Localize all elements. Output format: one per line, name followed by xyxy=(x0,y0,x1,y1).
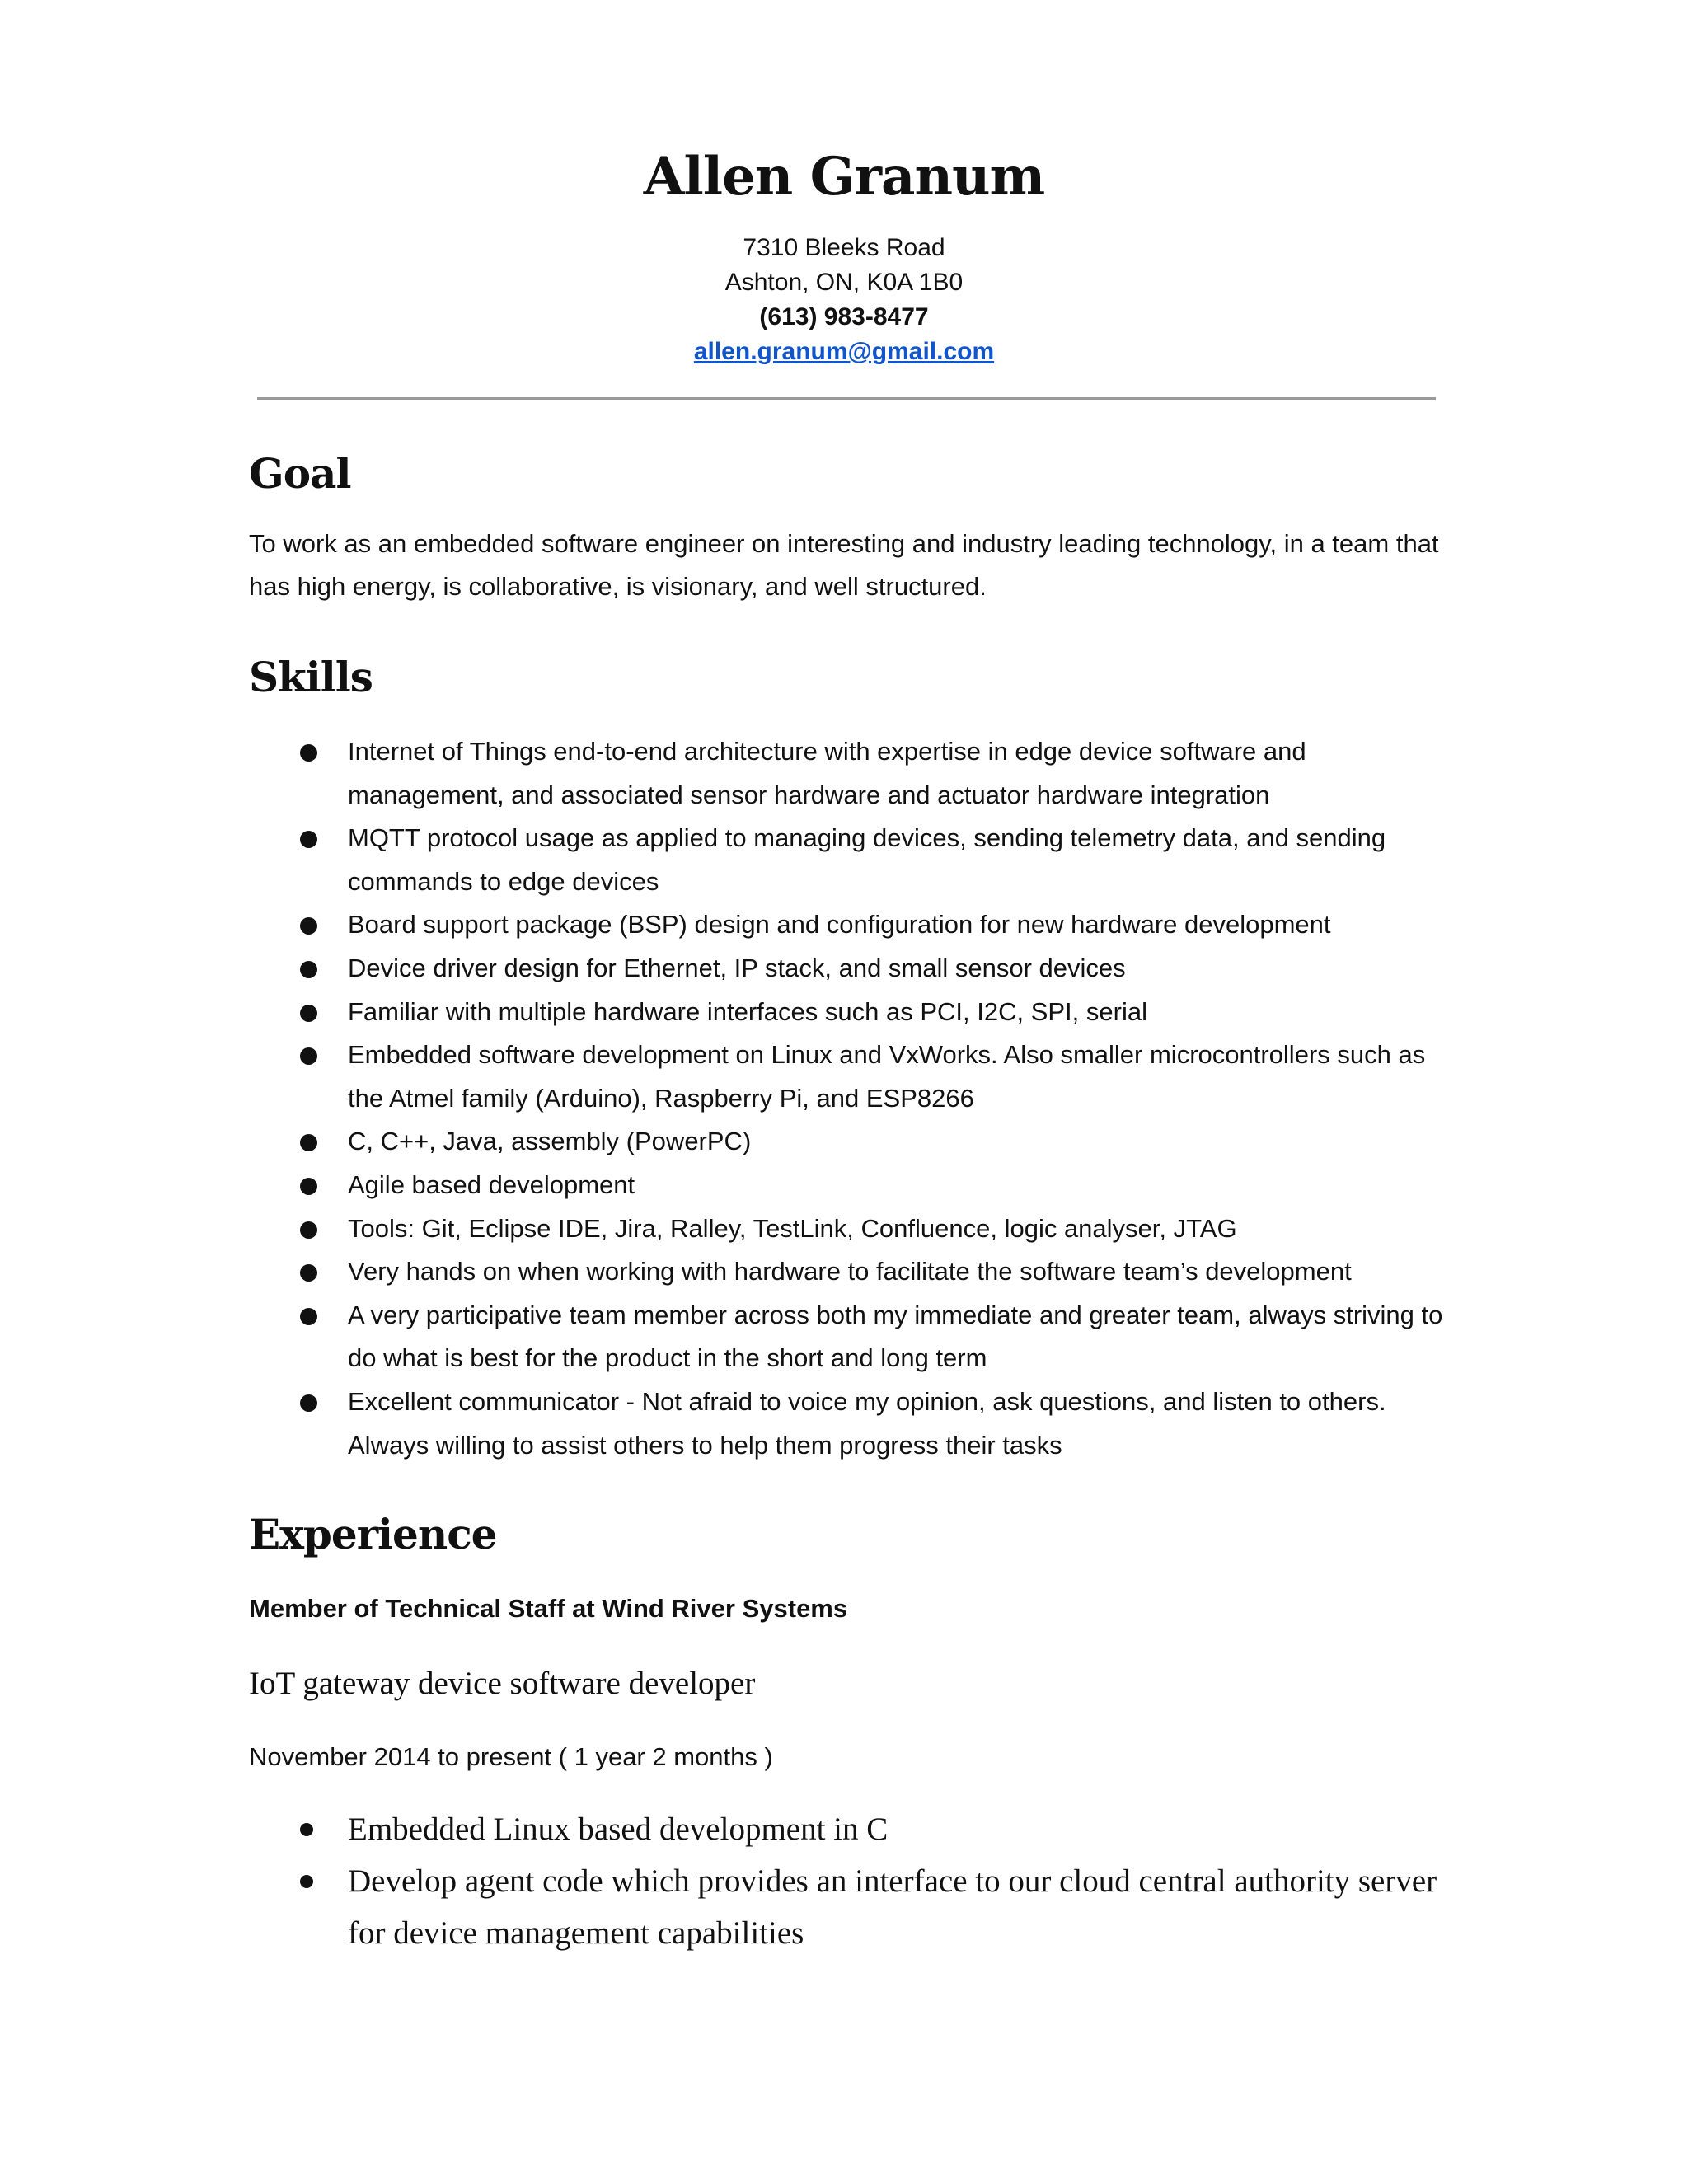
goal-text: To work as an embedded software engineer on interesting and industry leading technology, in a team that has high energy, is collaborative, is visionary, and well structured. xyxy=(249,529,1439,601)
skill-item: Familiar with multiple hardware interfaces such as PCI, I2C, SPI, serial xyxy=(249,991,1452,1034)
candidate-name: Allen Granum xyxy=(643,146,1045,208)
experience-heading: Experience xyxy=(249,1510,497,1558)
skill-item: Embedded software development on Linux and VxWorks. Also smaller microcontrollers such as the Atmel family (Arduino), Raspberry Pi, and ESP8266 xyxy=(249,1033,1452,1120)
experience-item: Embedded Linux based development in C xyxy=(249,1803,1452,1855)
address-line-1: 7310 Bleeks Road xyxy=(743,234,945,261)
experience-list xyxy=(249,1803,1452,1959)
email-link[interactable]: allen.granum@gmail.com xyxy=(693,338,995,365)
skill-item: Tools: Git, Eclipse IDE, Jira, Ralley, TestLink, Confluence, logic analyser, JTAG xyxy=(249,1207,1452,1251)
bullet-icon xyxy=(300,1134,317,1151)
skill-item: Excellent communicator - Not afraid to voice my opinion, ask questions, and listen to others. Always willing to assist others to help them progress their tasks xyxy=(249,1380,1452,1467)
bullet-icon xyxy=(300,1308,317,1325)
skill-item: Device driver design for Ethernet, IP stack, and small sensor devices xyxy=(249,947,1452,991)
skills-heading: Skills xyxy=(249,653,373,701)
skill-item: A very participative team member across both my immediate and greater team, always striving to do what is best for the product in the short and long term xyxy=(249,1294,1452,1380)
job-role: IoT gateway device software developer xyxy=(249,1666,756,1701)
bullet-icon xyxy=(300,1394,317,1412)
bullet-icon xyxy=(300,1221,317,1239)
bullet-icon xyxy=(300,831,317,848)
skill-item: Very hands on when working with hardware to facilitate the software team’s development xyxy=(249,1250,1452,1294)
bullet-icon xyxy=(300,917,317,935)
skill-item: MQTT protocol usage as applied to managing devices, sending telemetry data, and sending commands to edge devices xyxy=(249,817,1452,903)
bullet-icon xyxy=(300,1823,313,1836)
experience-item: Develop agent code which provides an interface to our cloud central authority server for device management capabilities xyxy=(249,1855,1452,1959)
bullet-icon xyxy=(300,961,317,978)
job-title: Member of Technical Staff at Wind River Systems xyxy=(249,1594,848,1623)
header-divider xyxy=(257,397,1436,400)
bullet-icon xyxy=(300,1005,317,1022)
job-dates: November 2014 to present ( 1 year 2 months ) xyxy=(249,1742,773,1771)
phone-number: (613) 983-8477 xyxy=(759,303,929,330)
skill-item: Agile based development xyxy=(249,1164,1452,1207)
goal-heading: Goal xyxy=(249,449,351,498)
skill-item: C, C++, Java, assembly (PowerPC) xyxy=(249,1120,1452,1164)
skill-item: Internet of Things end-to-end architecture with expertise in edge device software and management, and associated sensor hardware and actuator hardware integration xyxy=(249,730,1452,817)
bullet-icon xyxy=(300,1047,317,1065)
address-line-2: Ashton, ON, K0A 1B0 xyxy=(724,269,964,296)
skill-item: Board support package (BSP) design and configuration for new hardware development xyxy=(249,903,1452,947)
bullet-icon xyxy=(300,744,317,762)
bullet-icon xyxy=(300,1178,317,1195)
skills-list xyxy=(249,730,1452,1467)
bullet-icon xyxy=(300,1875,313,1888)
bullet-icon xyxy=(300,1264,317,1282)
email-line xyxy=(0,335,1688,369)
